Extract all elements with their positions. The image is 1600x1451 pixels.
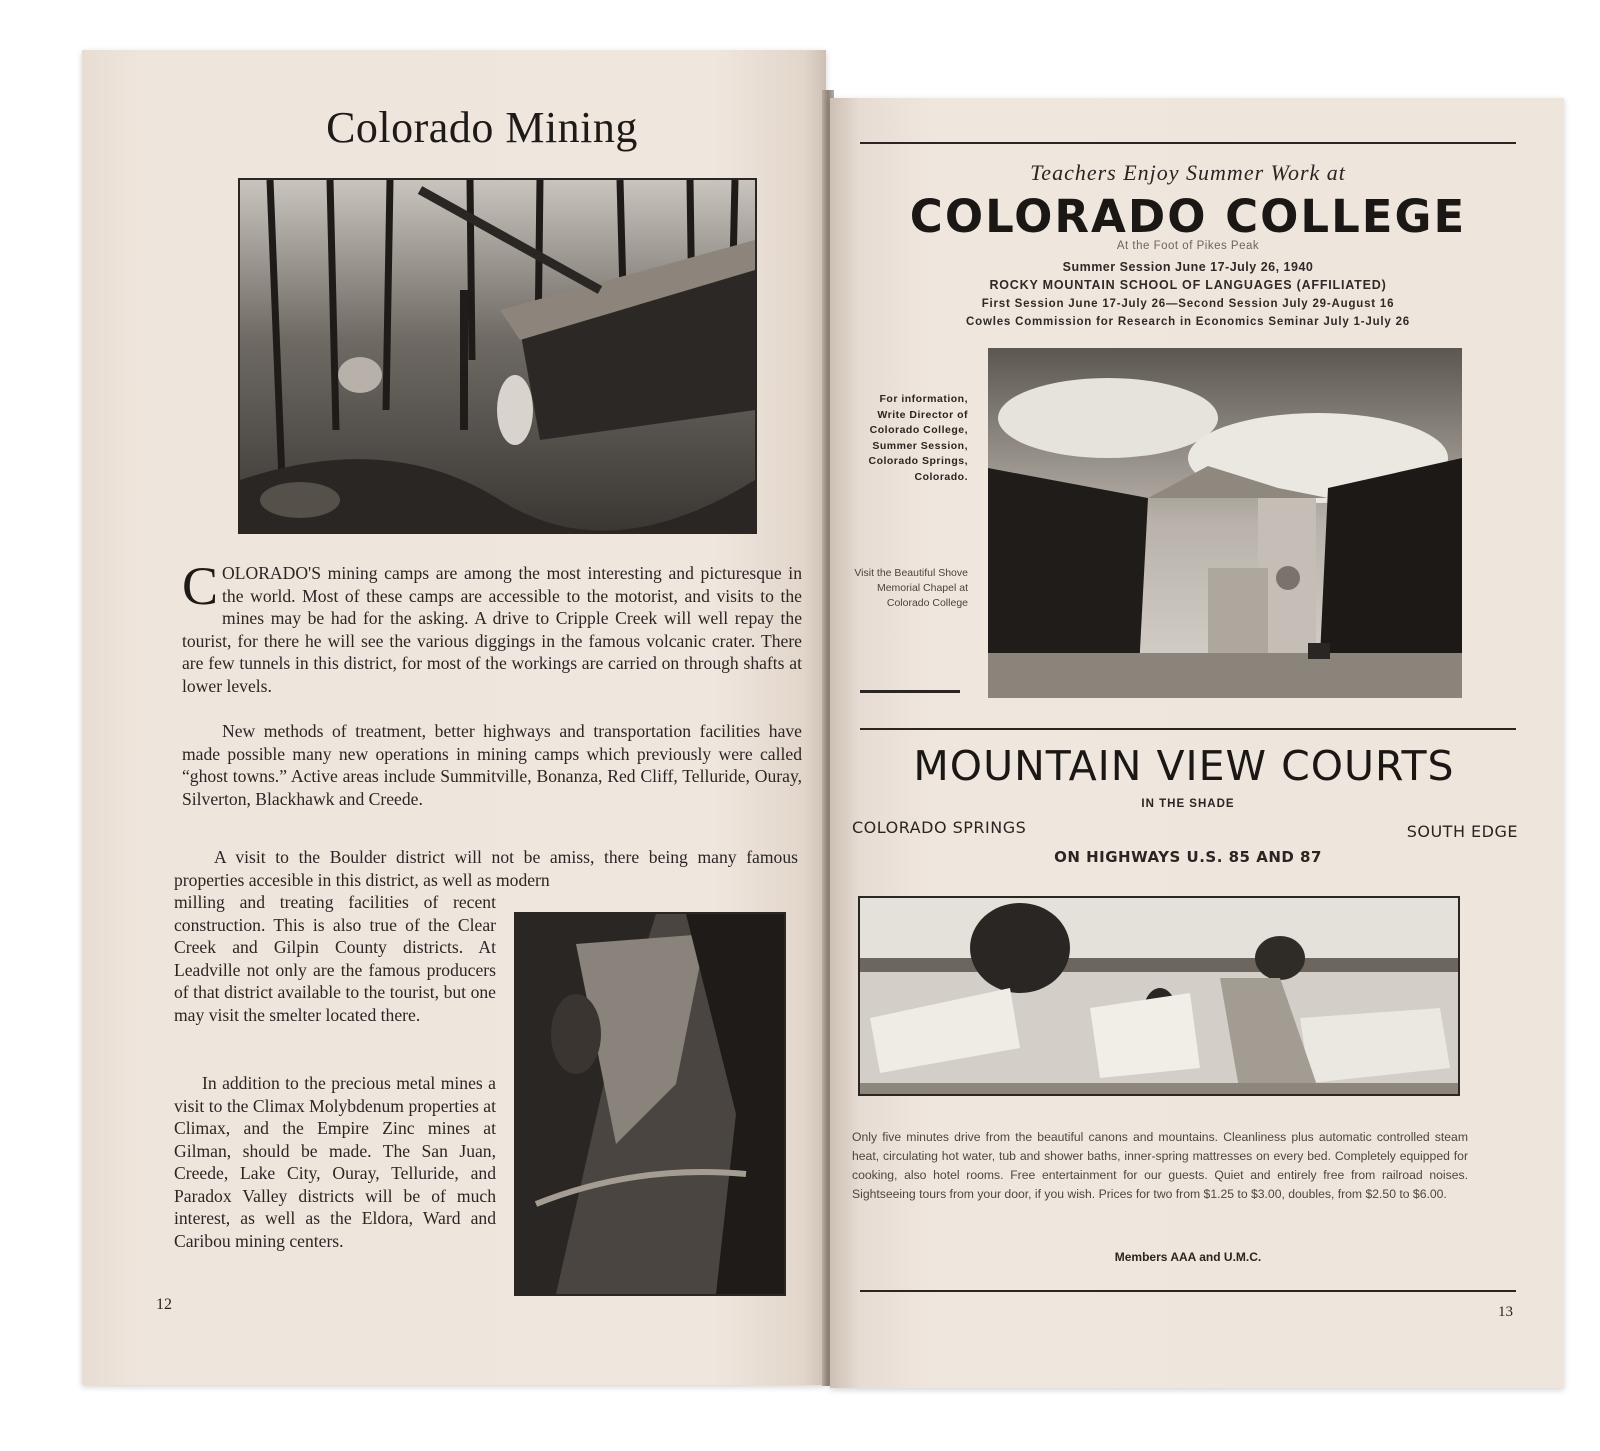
courts-shade: IN THE SHADE: [1141, 798, 1235, 810]
summer-session-line: Summer Session June 17-July 26, 1940: [1062, 260, 1314, 274]
drop-cap: C: [182, 556, 219, 616]
college-name: COLORADO COLLEGE: [909, 190, 1467, 243]
sessions-line: First Session June 17-July 26—Second Session July 29-August 16: [981, 298, 1395, 310]
left-page: [82, 50, 826, 1385]
college-location: At the Foot of Pikes Peak: [1116, 240, 1260, 252]
courts-edge: SOUTH EDGE: [1406, 822, 1518, 841]
courts-photo: [858, 896, 1460, 1096]
booklet-spread: [78, 40, 1574, 1395]
chapel-photo: [988, 348, 1462, 698]
page-number-right: 13: [1498, 1304, 1513, 1320]
college-tagline: Teachers Enjoy Summer Work at: [1030, 160, 1346, 185]
intro-paragraph-text: OLORADO'S mining camps are among the most interesting and picturesque in the world. Most of these camps are accessible to the motorist, and visits to the mines may be had for the asking. A drive to Cripple Creek will well repay the tourist, for there he will see the various diggings in the famous volcanic crater. There are few tunnels in this district, for most of the workings are carried on through shafts at lower levels.: [182, 563, 802, 696]
climax-paragraph: In addition to the precious metal mines a visit to the Climax Molybdenum properties at Climax, and the Empire Zinc mines at Gilman, should be made. The San Juan, Creede, Lake City, Ouray, Telluride, and Paradox Valley districts will be of much interest, as well as the Eldora, Ward and Caribou mining centers.: [174, 1073, 496, 1251]
courts-city: COLORADO SPRINGS: [852, 818, 1027, 837]
canyon-photo: [514, 912, 786, 1296]
college-contact-info: For information, Write Director of Colorado College, Summer Session, Colorado Springs, Colorado.: [868, 393, 968, 483]
mining-camp-photo: [238, 178, 757, 534]
boulder-paragraph-rest: milling and treating facilities of recent construction. This is also true of the Clear Creek and Gilpin County districts. At Leadville not only are the famous producers of that district available to the tourist, but one may visit the smelter located there.: [174, 892, 496, 1025]
page-title: Colorado Mining: [326, 103, 638, 152]
treatment-paragraph: New methods of treatment, better highways and transportation facilities have made possible many new operations in mining camps which previously were called “ghost towns.” Active areas include Summitville, Bonanza, Red Cliff, Telluride, Ouray, Silverton, Blackhawk and Creede.: [182, 721, 802, 809]
divider-rule: [860, 690, 960, 693]
chapel-caption: Visit the Beautiful Shove Memorial Chapel at Colorado College: [854, 567, 968, 609]
seminar-line: Cowles Commission for Research in Economics Seminar July 1-July 26: [966, 316, 1410, 328]
page-number-left: 12: [156, 1296, 172, 1313]
intro-paragraph: [182, 556, 802, 697]
courts-description: Only five minutes drive from the beautiful canons and mountains. Cleanliness plus automatic controlled steam heat, circulating hot water, tub and shower baths, inner-spring mattresses on every bed. Completely equipped for cooking, also hotel rooms. Free entertainment for our guests. Quiet and entirely free from railroad noises. Sightseeing tours from your door, if you wish. Prices for two from $1.25 to $3.00, doubles, from $2.50 to $6.00.: [852, 1130, 1468, 1201]
courts-highways: ON HIGHWAYS U.S. 85 AND 87: [1054, 848, 1322, 866]
divider-rule: [860, 1290, 1516, 1292]
divider-rule: [860, 728, 1516, 730]
boulder-paragraph-start: A visit to the Boulder district will not be amiss, there being many famous properties accesible in this district, as well as modern: [174, 847, 798, 890]
language-school-line: ROCKY MOUNTAIN SCHOOL OF LANGUAGES (AFFILIATED): [989, 278, 1387, 292]
right-page: [830, 98, 1564, 1388]
courts-members: Members AAA and U.M.C.: [1114, 1250, 1262, 1264]
divider-rule: [860, 142, 1516, 144]
courts-name: MOUNTAIN VIEW COURTS: [913, 742, 1455, 790]
